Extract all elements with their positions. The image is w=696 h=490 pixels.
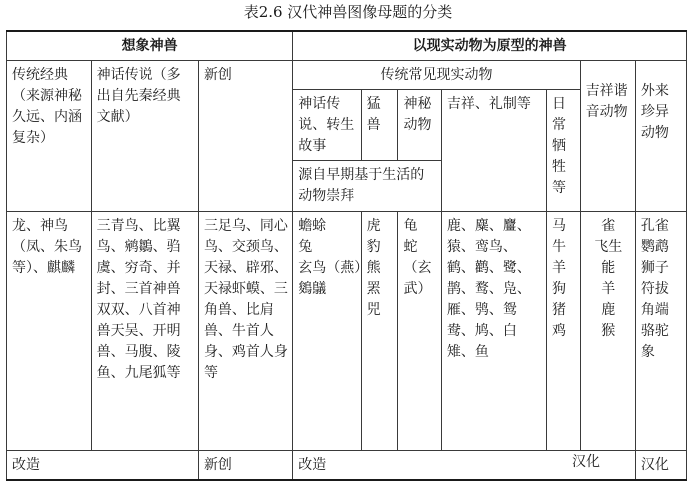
subheader-traditional-classic: 传统经典（来源神秘久远、内涵复杂） [7, 61, 92, 212]
list-item: 能 [601, 260, 616, 276]
cell-auspicious-homophone [580, 212, 635, 451]
list-item: 马 [552, 218, 567, 234]
footer-real-sinicized-2: 汉化 [635, 451, 686, 481]
cell-traditional-classic: 龙、神鸟（凤、朱鸟等）、麒麟 [7, 212, 92, 451]
cell-mysterious [398, 212, 441, 451]
subheader-myth-legend: 神话传说（多出自先秦经典文献） [91, 61, 198, 212]
subsub-auspicious-ritual: 吉祥、礼制等 [441, 90, 546, 212]
list-item: 飞生 [594, 239, 623, 255]
list-item: 龟 [403, 218, 418, 234]
subheader-new-creation: 新创 [198, 61, 292, 212]
list-item: 蛇 [403, 239, 418, 255]
cell-fierce [361, 212, 398, 451]
subsub-daily-sacrifice: 日常牺牲等 [547, 90, 581, 212]
list-item: 牛 [552, 239, 567, 255]
list-item: 角端 [640, 302, 669, 318]
header-imaginary: 想象神兽 [7, 31, 293, 61]
list-item: 熊 [366, 260, 381, 276]
list-item: 象 [640, 344, 655, 360]
cell-new-creation: 三足乌、同心鸟、交颈鸟、天禄、辟邪、天禄虾蟆、三角兽、比肩兽、牛首人身、鸡首人身等 [198, 212, 292, 451]
list-item: 鹿 [601, 302, 616, 318]
header-real: 以现实动物为原型的神兽 [293, 31, 687, 61]
list-item: 蟾蜍 [298, 218, 327, 234]
list-item: 鹦鹉 [640, 239, 669, 255]
list-item: 骆驼 [640, 323, 669, 339]
list-item: 符拔 [640, 281, 669, 297]
list-item: 鸡 [552, 323, 567, 339]
cell-foreign-exotic [635, 212, 686, 451]
footer-imaginary-transformed: 改造 [7, 451, 199, 481]
subheader-foreign-exotic: 外来珍异动物 [635, 61, 686, 212]
subheader-traditional-common-real: 传统常见现实动物 [293, 61, 580, 90]
list-item: 羊 [601, 281, 616, 297]
subheader-auspicious-homophone: 吉祥谐音动物 [580, 61, 635, 212]
list-item: 豹 [366, 239, 381, 255]
list-item: 狗 [552, 281, 567, 297]
footer-imaginary-new: 新创 [198, 451, 292, 481]
list-item: 雀 [601, 218, 616, 234]
list-item: 猴 [601, 323, 616, 339]
list-item: 武） [403, 281, 432, 297]
list-item: 虎 [366, 218, 381, 234]
list-item: 兔 [298, 239, 313, 255]
list-item: 羊 [552, 260, 567, 276]
subsub-myth-story: 神话传说、转生故事 [293, 90, 361, 161]
table-caption: 表2.6 汉代神兽图像母题的分类 [243, 3, 453, 21]
subsub-early-worship: 源自早期基于生活的动物崇拜 [293, 161, 442, 212]
cell-myth-legend: 三青鸟、比翼鸟、鹓鶵、驺虞、穷奇、并封、三首神兽双双、八首神兽天吴、开明兽、马腹、陵鱼、九尾狐等 [91, 212, 198, 451]
list-item: 玄鸟（燕） [298, 260, 369, 276]
subsub-mysterious: 神秘动物 [398, 90, 441, 161]
classification-table [6, 30, 687, 481]
list-item: 鵕鸃 [298, 281, 327, 297]
list-item: 罴 [366, 281, 381, 297]
cell-auspicious-ritual: 鹿、麋、麠、猿、鸾鸟、鹤、鹳、鹭、鹊、鹜、凫、雁、鸮、鸳鸯、鸠、白雉、鱼 [441, 212, 546, 451]
list-item: 狮子 [640, 260, 669, 276]
cell-myth-story [293, 212, 369, 451]
list-item: 猪 [552, 302, 567, 318]
list-item: （玄 [403, 260, 432, 276]
footer-real-sinicized-1: 汉化 [572, 454, 600, 470]
subsub-fierce: 猛兽 [361, 90, 398, 161]
list-item: 兕 [366, 302, 381, 318]
cell-daily-sacrifice [547, 212, 581, 451]
footer-real-transformed: 改造 [293, 451, 636, 481]
list-item: 孔雀 [640, 218, 669, 234]
